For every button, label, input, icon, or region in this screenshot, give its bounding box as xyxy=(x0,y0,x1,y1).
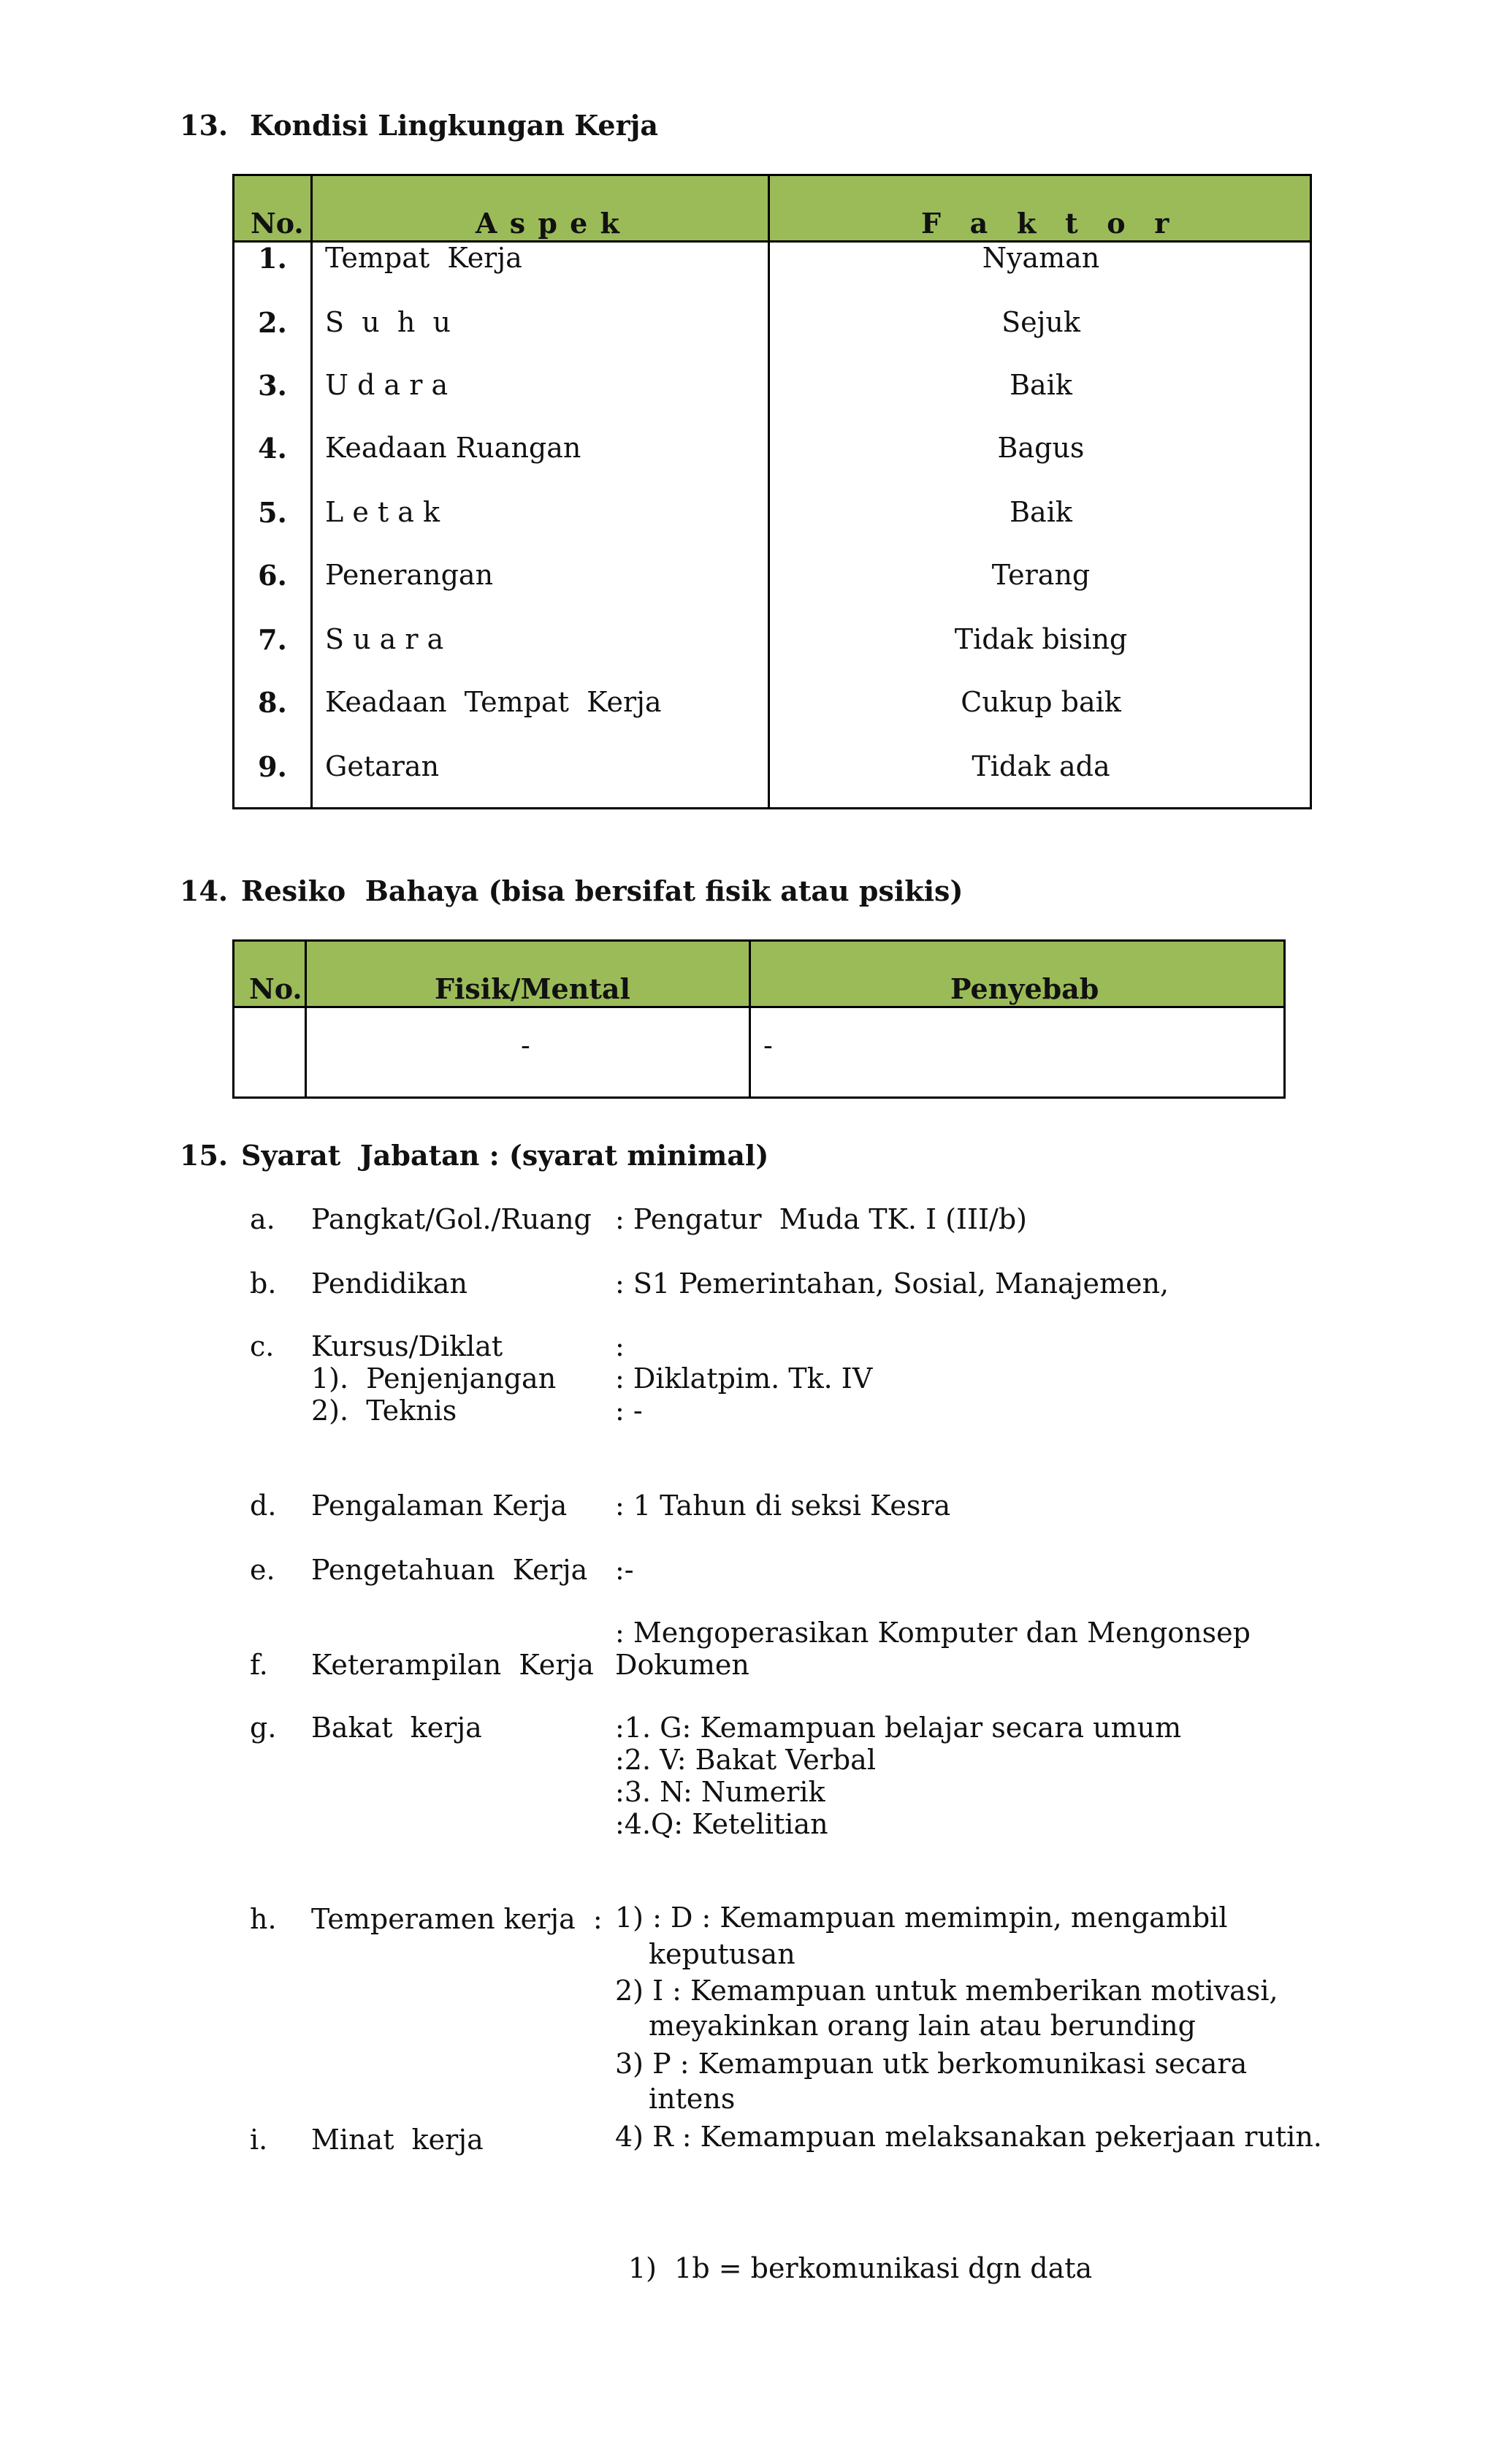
item-label: Minat kerja xyxy=(311,2124,484,2156)
aspek-cell: S u h u xyxy=(325,306,451,338)
item-letter: g. xyxy=(250,1712,277,1744)
item-value-line: 1) : D : Kemampuan memimpin, mengambil xyxy=(615,1902,1228,1934)
item-value-line: :1. G: Kemampuan belajar secara umum xyxy=(615,1712,1182,1744)
fisik-cell: - xyxy=(521,1029,530,1061)
faktor-cell: Bagus xyxy=(997,432,1085,464)
item-value-line: intens xyxy=(649,2083,736,2115)
faktor-cell: Sejuk xyxy=(1001,306,1080,338)
item-letter: d. xyxy=(250,1490,277,1522)
column-divider xyxy=(768,176,770,807)
item-label: Pengalaman Kerja xyxy=(311,1490,568,1522)
column-divider xyxy=(749,942,751,1096)
aspek-cell: L e t a k xyxy=(325,496,440,528)
item-letter: h. xyxy=(250,1903,277,1935)
item-value-line: :3. N: Numerik xyxy=(615,1776,825,1808)
item-value-line: meyakinkan orang lain atau berunding xyxy=(649,2010,1196,2042)
item-value: : xyxy=(615,1330,625,1362)
section-14-title: Resiko Bahaya (bisa bersifat fisik atau psikis) xyxy=(241,874,963,907)
item-letter: i. xyxy=(250,2124,268,2156)
header-fisik-mental: Fisik/Mental xyxy=(435,972,630,1005)
sub-item-value: : Diklatpim. Tk. IV xyxy=(615,1362,873,1395)
work-environment-table xyxy=(232,174,1312,809)
section-15-number: 15. xyxy=(180,1139,229,1172)
header-faktor: F a k t o r xyxy=(921,207,1169,240)
item-label: Temperamen kerja : xyxy=(311,1903,603,1935)
item-value-line: 4) R : Kemampuan melaksanakan pekerjaan rutin. xyxy=(615,2121,1322,2153)
row-number: 4. xyxy=(258,432,287,465)
item-label: Kursus/Diklat xyxy=(311,1330,503,1362)
item-label: Bakat kerja xyxy=(311,1712,482,1744)
item-value-line-2: Dokumen xyxy=(615,1649,749,1681)
aspek-cell: Tempat Kerja xyxy=(325,242,522,274)
header-no: No. xyxy=(251,207,304,240)
section-13-number: 13. xyxy=(180,109,229,142)
header-aspek: A s p e k xyxy=(476,207,621,240)
table-header xyxy=(234,176,1310,243)
item-label: Pangkat/Gol./Ruang xyxy=(311,1203,592,1235)
item-value: :- xyxy=(615,1554,634,1586)
aspek-cell: U d a r a xyxy=(325,369,449,401)
faktor-cell: Baik xyxy=(1010,369,1072,401)
column-divider xyxy=(310,176,313,807)
aspek-cell: Penerangan xyxy=(325,559,494,591)
aspek-cell: Getaran xyxy=(325,750,440,782)
item-value: : Pengatur Muda TK. I (III/b) xyxy=(615,1203,1027,1235)
item-letter: a. xyxy=(250,1203,275,1235)
row-number: 8. xyxy=(258,686,287,719)
item-letter: e. xyxy=(250,1554,275,1586)
sub-item-label: 1). Penjenjangan xyxy=(311,1362,557,1395)
row-number: 6. xyxy=(258,559,287,592)
row-number: 9. xyxy=(258,750,287,783)
item-letter: f. xyxy=(250,1649,268,1681)
item-value-line: :4.Q: Ketelitian xyxy=(615,1808,828,1840)
item-value: : 1 Tahun di seksi Kesra xyxy=(615,1490,951,1522)
penyebab-cell: - xyxy=(763,1029,773,1061)
faktor-cell: Tidak bising xyxy=(954,623,1128,655)
faktor-cell: Terang xyxy=(991,559,1091,591)
item-letter: c. xyxy=(250,1330,275,1362)
sub-item-label: 2). Teknis xyxy=(311,1395,457,1427)
item-value-line-1: : Mengoperasikan Komputer dan Mengonsep xyxy=(615,1617,1251,1649)
item-label: Pendidikan xyxy=(311,1267,468,1300)
item-label: Pengetahuan Kerja xyxy=(311,1554,588,1586)
row-number: 5. xyxy=(258,496,287,529)
aspek-cell: Keadaan Tempat Kerja xyxy=(325,686,662,718)
faktor-cell: Cukup baik xyxy=(961,686,1121,718)
item-value-line: 2) I : Kemampuan untuk memberikan motivasi, xyxy=(615,1975,1278,2007)
hazard-risk-table xyxy=(232,939,1286,1099)
item-value-line: keputusan xyxy=(649,1938,795,1970)
row-number: 1. xyxy=(258,242,287,275)
faktor-cell: Tidak ada xyxy=(972,750,1110,782)
section-15-title: Syarat Jabatan : (syarat minimal) xyxy=(241,1139,769,1172)
aspek-cell: S u a r a xyxy=(325,623,444,655)
section-13-title: Kondisi Lingkungan Kerja xyxy=(250,109,658,142)
item-value: : S1 Pemerintahan, Sosial, Manajemen, xyxy=(615,1267,1169,1300)
item-value-line: 3) P : Kemampuan utk berkomunikasi secara xyxy=(615,2048,1248,2080)
table-header xyxy=(234,942,1283,1008)
column-divider xyxy=(305,942,307,1096)
item-label: Keterampilan Kerja xyxy=(311,1649,594,1681)
item-value: 1) 1b = berkomunikasi dgn data xyxy=(628,2252,1093,2284)
sub-item-value: : - xyxy=(615,1395,643,1427)
section-14-number: 14. xyxy=(180,874,229,907)
item-value-line: :2. V: Bakat Verbal xyxy=(615,1744,876,1776)
header-penyebab: Penyebab xyxy=(950,972,1099,1005)
faktor-cell: Baik xyxy=(1010,496,1072,528)
row-number: 2. xyxy=(258,306,287,339)
aspek-cell: Keadaan Ruangan xyxy=(325,432,581,464)
row-number: 7. xyxy=(258,623,287,656)
faktor-cell: Nyaman xyxy=(982,242,1100,274)
header-no: No. xyxy=(249,972,302,1005)
item-letter: b. xyxy=(250,1267,277,1300)
row-number: 3. xyxy=(258,369,287,402)
